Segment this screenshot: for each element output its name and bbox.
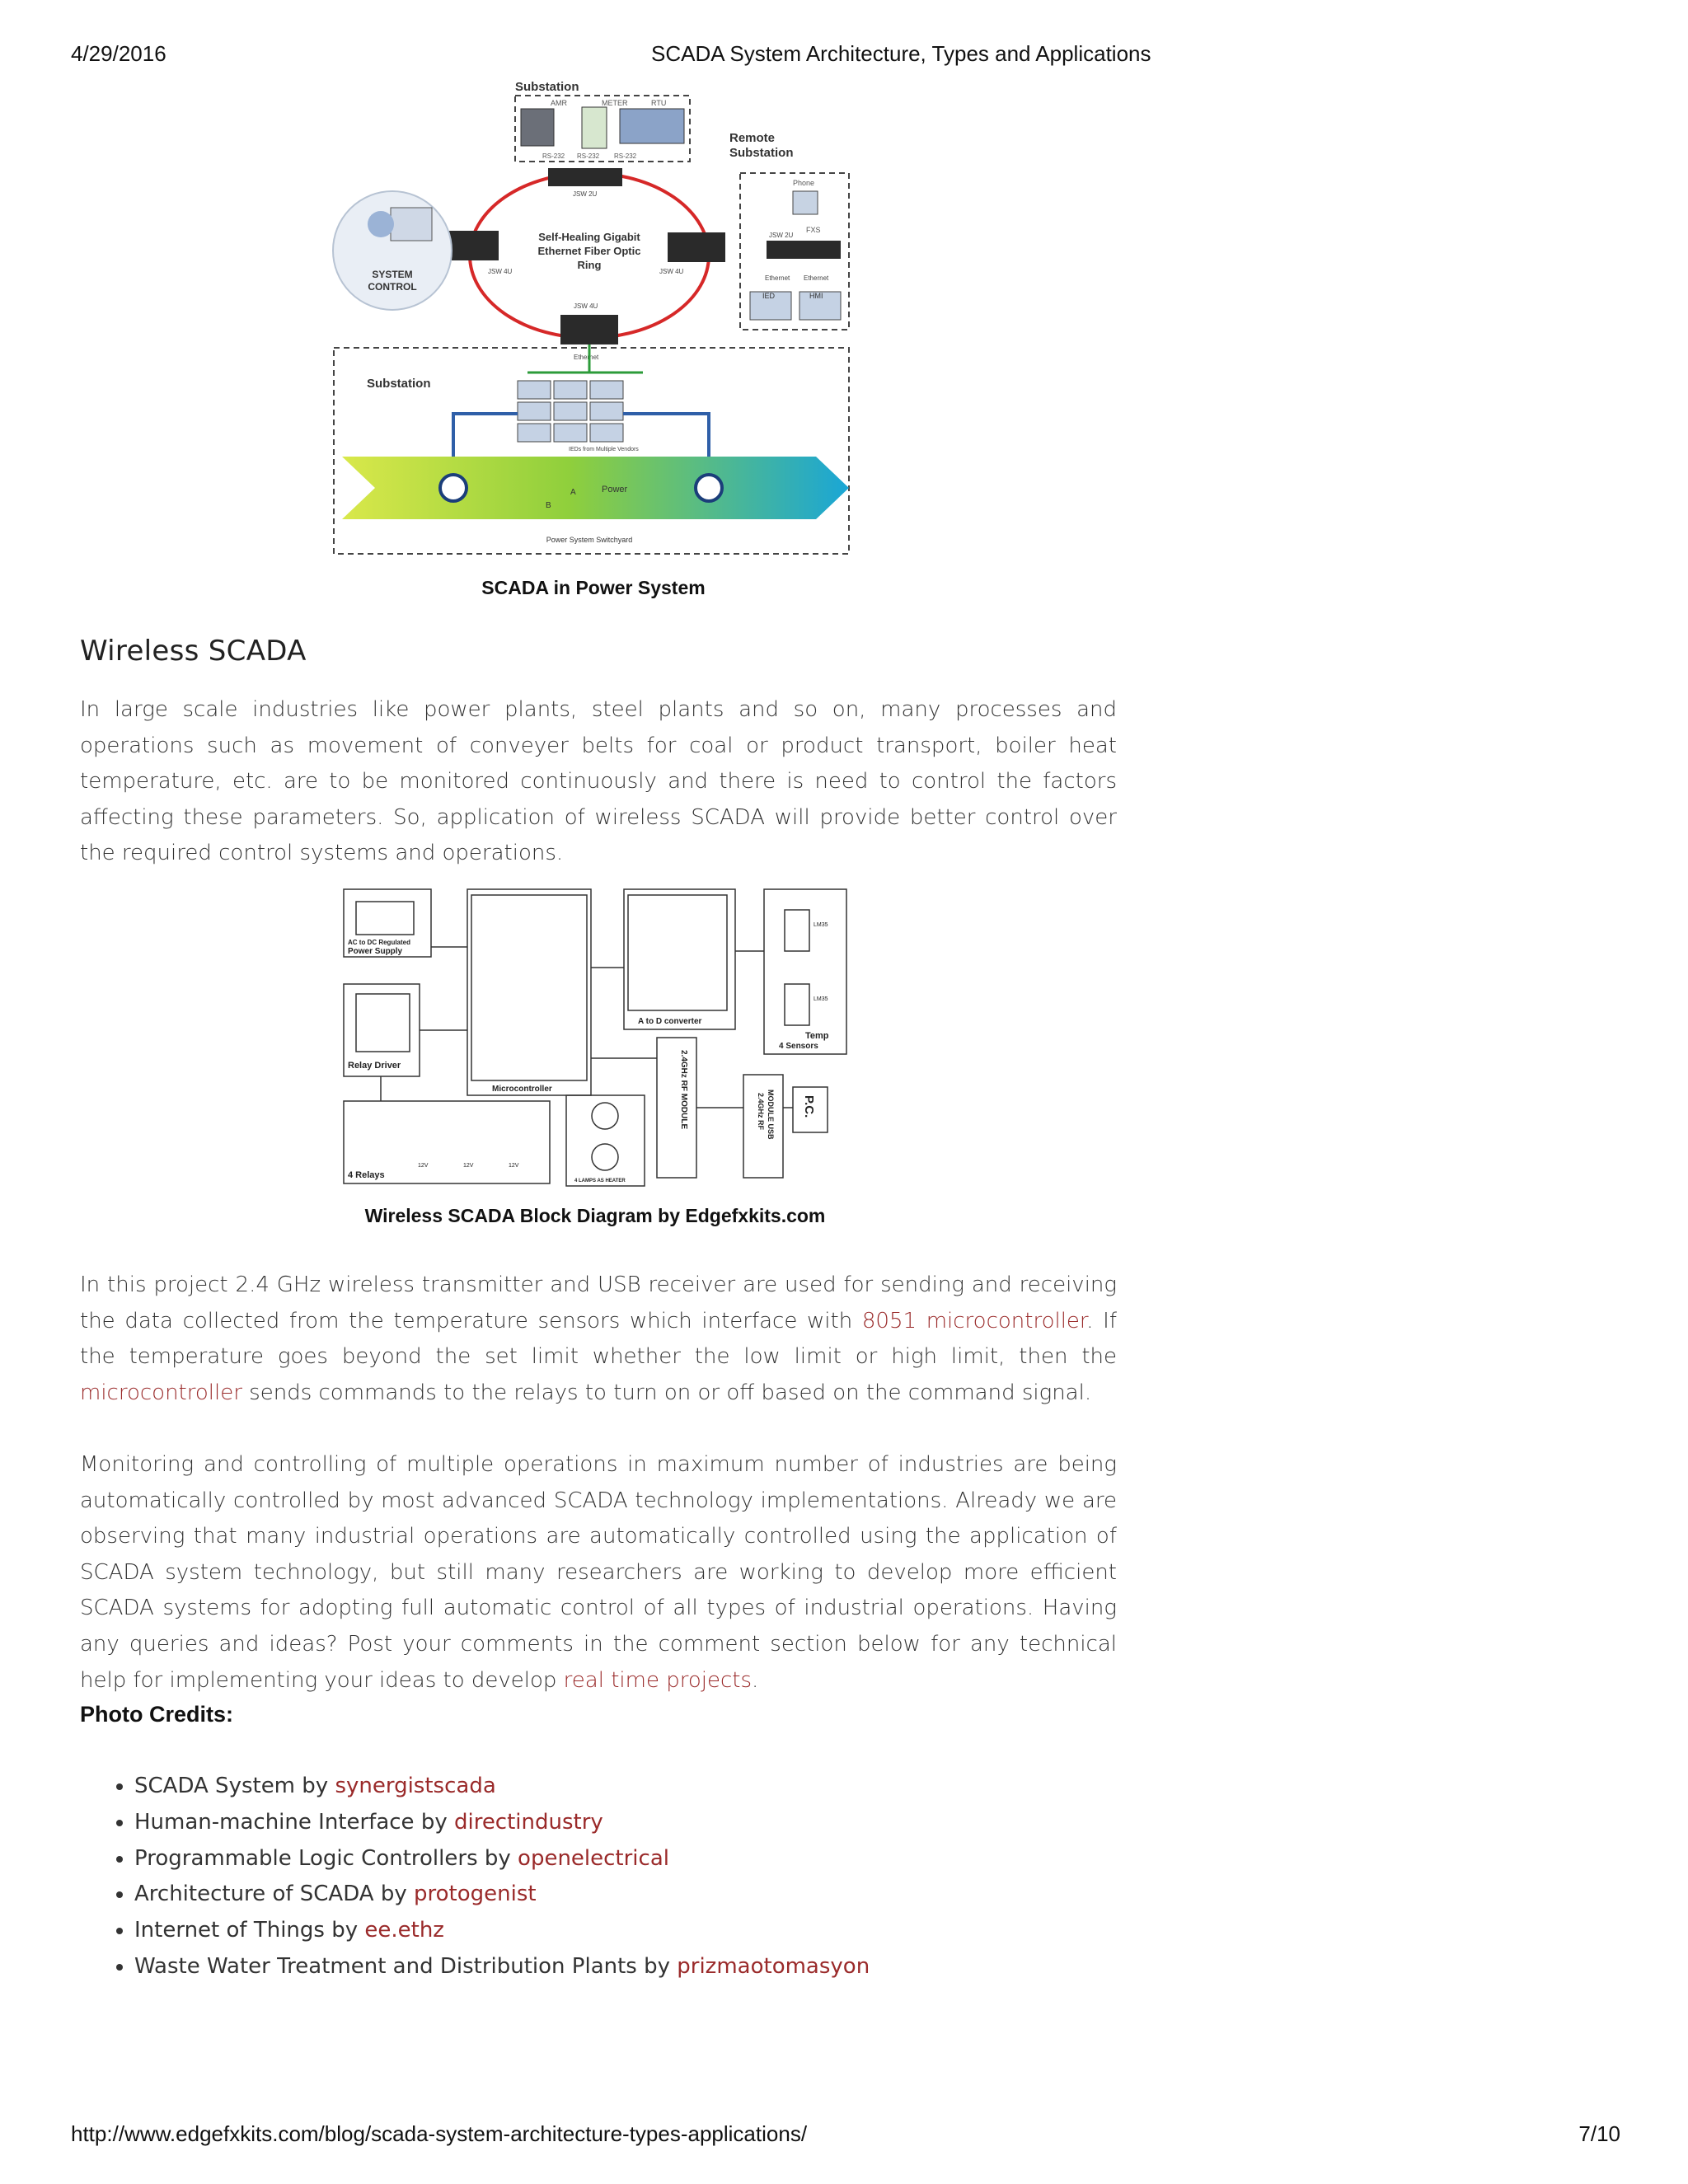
fig1-control-label: CONTROL xyxy=(368,281,417,293)
fig1-ied-5 xyxy=(554,402,587,420)
paragraph-1: In large scale industries like power plants, steel plants and so on, many processes and operations such as movement of conveyer belts for coal or product transport, boiler heat temperature, etc. are to be monitored continuously and there is need to control the factors affecting these parameters. So, application of wireless SCADA will provide better control over the required control systems and operations. xyxy=(80,697,1117,866)
fig1-power-label: Power xyxy=(602,485,628,494)
fig1-rs232-b: RS-232 xyxy=(577,152,600,160)
para2-text-2: . If the temperature goes beyond the set limit whether the low limit or high limit, then the xyxy=(80,1308,1118,1370)
fig1-remote-ied-label: IED xyxy=(762,292,776,300)
credit-text: Internet of Things by xyxy=(134,1918,365,1943)
fig2-lamps-box xyxy=(566,1095,645,1186)
fig2-lm35-label-1: LM35 xyxy=(814,922,828,928)
fig2-rf-module-box xyxy=(657,1038,696,1178)
fig2-lm35-2 xyxy=(785,984,809,1025)
page-number: 7/10 xyxy=(1578,2121,1620,2146)
fig1-switchyard-label: Power System Switchyard xyxy=(546,536,633,544)
fig1-ied-8 xyxy=(554,424,587,442)
fig2-relay-driver-label: Relay Driver xyxy=(348,1061,401,1071)
fig2-power-supply-label-2: Power Supply xyxy=(348,947,403,956)
fig1-user-icon xyxy=(368,211,394,237)
fig2-temp-label: Temp xyxy=(805,1031,829,1041)
print-date: 4/29/2016 xyxy=(71,41,166,66)
fig1-ied-4 xyxy=(518,402,551,420)
credit-link-prizmaotomasyon[interactable]: prizmaotomasyon xyxy=(677,1953,870,1979)
fig2-sensors-label: 4 Sensors xyxy=(779,1042,818,1051)
fig1-phase-a: A xyxy=(570,488,576,497)
credit-text: Programmable Logic Controllers by xyxy=(134,1845,518,1871)
link-microcontroller[interactable]: microcontroller xyxy=(80,1380,242,1405)
fig1-phase-b: B xyxy=(546,501,551,510)
paragraph-3 xyxy=(80,1447,1117,1699)
fig1-substation-bottom-label: Substation xyxy=(367,377,431,391)
print-url: http://www.edgefxkits.com/blog/scada-system-architecture-types-applications/ xyxy=(71,2121,808,2146)
print-title: SCADA System Architecture, Types and Applications xyxy=(651,41,1151,66)
fig1-meter-device xyxy=(582,107,607,148)
fig1-jsw4u-left-label: JSW 4U xyxy=(488,268,513,275)
section-title: Wireless SCADA xyxy=(80,635,307,668)
fig1-rtu-device xyxy=(620,109,684,143)
fig1-ieds-multi-label: IEDs from Multiple Vendors xyxy=(569,447,639,452)
paragraph-2 xyxy=(80,1268,1117,1411)
para3-text-2: . xyxy=(752,1667,759,1693)
fig1-remote-jsw2u xyxy=(767,241,841,259)
link-8051-microcontroller[interactable]: 8051 microcontroller xyxy=(861,1308,1087,1333)
fig1-jsw4u-right xyxy=(668,232,725,262)
credit-item xyxy=(134,1805,870,1841)
photo-credits-title: Photo Credits: xyxy=(80,1702,233,1727)
credit-item xyxy=(134,1769,870,1805)
fig2-regulator-box xyxy=(356,902,414,935)
fig2-temp-sensor-box xyxy=(764,889,846,1054)
fig1-amr-device xyxy=(521,109,554,146)
fig1-remote-hmi-label: HMI xyxy=(809,292,823,300)
para2-text-3: sends commands to the relays to turn on or off based on the command signal. xyxy=(241,1380,1092,1405)
fig1-jsw2u-label: JSW 2U xyxy=(573,190,598,198)
credit-item xyxy=(134,1877,870,1913)
credit-link-directindustry[interactable]: directindustry xyxy=(453,1809,603,1835)
fig2-pc-label: P.C. xyxy=(802,1095,816,1118)
fig1-substation-top-label: Substation xyxy=(515,80,579,94)
fig1-phone-device xyxy=(793,191,818,214)
credit-link-synergistscada[interactable]: synergistscada xyxy=(335,1774,496,1798)
fig1-rtu-label: RTU xyxy=(651,99,667,107)
fig1-meter-label: METER xyxy=(602,99,628,107)
fig1-ring-label-2: Ethernet Fiber Optic xyxy=(537,245,641,257)
fig2-adc-label: A to D converter xyxy=(638,1017,702,1026)
fig1-rs232-c: RS-232 xyxy=(614,152,637,160)
credit-text: Architecture of SCADA by xyxy=(134,1882,414,1907)
fig1-jsw4u-bottom-label: JSW 4U xyxy=(574,302,598,310)
fig2-lamp-1 xyxy=(592,1103,618,1129)
para2-text-1: In this project 2.4 GHz wireless transmitter and USB receiver are used for sending and receiving the data collected from the temperature sensors which interface with xyxy=(80,1272,1117,1333)
fig2-lamps-label: 4 LAMPS AS HEATER xyxy=(574,1179,626,1183)
fig2-adc-box xyxy=(624,889,735,1029)
fig2-12v-c: 12V xyxy=(509,1163,519,1169)
fig1-ring-label-1: Self-Healing Gigabit xyxy=(538,231,640,243)
link-real-time-projects[interactable]: real time projects xyxy=(563,1667,752,1693)
credit-text: SCADA System by xyxy=(134,1774,335,1798)
credit-item xyxy=(134,1949,870,1985)
fig1-jsw2u-switch xyxy=(548,168,622,186)
fig1-ied-7 xyxy=(518,424,551,442)
fig2-microcontroller-label: Microcontroller xyxy=(492,1085,552,1094)
figure2-caption: Wireless SCADA Block Diagram by Edgefxkits.com xyxy=(364,1205,826,1226)
fig2-usb-module-label-1: 2.4GHz RF xyxy=(757,1093,765,1131)
fig1-monitor-icon xyxy=(391,208,432,241)
fig1-jsw4u-right-label: JSW 4U xyxy=(659,268,684,275)
fig1-ethernet-label: Ethernet xyxy=(574,354,599,361)
scada-power-system-diagram xyxy=(330,76,857,562)
fig2-8051-ic xyxy=(471,895,587,1080)
credit-text: Human-machine Interface by xyxy=(134,1809,454,1835)
credit-item xyxy=(134,1841,870,1877)
fig1-remote-eth-a: Ethernet xyxy=(765,274,790,282)
fig1-amr-label: AMR xyxy=(551,99,567,107)
fig1-ied-6 xyxy=(590,402,623,420)
fig2-lm35-1 xyxy=(785,910,809,951)
fig1-rs232-a: RS-232 xyxy=(542,152,565,160)
fig2-rf-module-label: 2.4GHz RF MODULE xyxy=(679,1050,688,1130)
fig1-ied-3 xyxy=(590,381,623,399)
fig1-power-arrow xyxy=(342,457,849,519)
wireless-scada-block-diagram xyxy=(340,885,851,1190)
print-header xyxy=(71,41,1620,74)
fig1-system-label: SYSTEM xyxy=(372,269,413,280)
fig1-fxs-label: FXS xyxy=(806,226,821,234)
fig1-remote-label-2: Substation xyxy=(729,146,794,160)
figure1-caption: SCADA in Power System xyxy=(481,577,706,598)
fig2-lamp-2 xyxy=(592,1144,618,1170)
fig1-ied-2 xyxy=(554,381,587,399)
fig2-12v-b: 12V xyxy=(463,1163,474,1169)
fig2-uln-ic xyxy=(356,994,410,1052)
fig1-remote-label-1: Remote xyxy=(729,131,776,145)
photo-credits-list xyxy=(80,1769,870,1985)
fig1-remote-jsw2u-label: JSW 2U xyxy=(769,232,794,239)
credit-item xyxy=(134,1913,870,1949)
fig1-ied-9 xyxy=(590,424,623,442)
para3-text-1: Monitoring and controlling of multiple operations in maximum number of industries are being automatically controlled by most advanced SCADA technology implementations. Already we are observing that many industrial operations are automatically controlled using the application of SCADA system technology, but still many researchers are working to develop more efficient SCADA systems for adopting full automatic control of all types of industrial operations. Having any queries and ideas? Post your comments in the comment section below for any technical help for implementing your ideas to develop xyxy=(80,1452,1117,1693)
fig1-ied-1 xyxy=(518,381,551,399)
fig1-breaker-right xyxy=(696,475,722,501)
fig2-microcontroller-box xyxy=(467,889,591,1095)
credit-link-protogenist[interactable]: protogenist xyxy=(413,1882,537,1907)
fig1-phone-label: Phone xyxy=(793,179,815,187)
fig2-adc-ic xyxy=(628,895,727,1010)
fig2-lm35-label-2: LM35 xyxy=(814,996,828,1002)
credit-text: Waste Water Treatment and Distribution Plants by xyxy=(134,1953,678,1979)
fig2-12v-a: 12V xyxy=(418,1163,429,1169)
fig2-relays-label: 4 Relays xyxy=(348,1170,385,1180)
fig2-power-supply-label-1: AC to DC Regulated xyxy=(348,939,410,946)
fig1-breaker-left xyxy=(440,475,467,501)
credit-link-openelectrical[interactable]: openelectrical xyxy=(518,1845,669,1871)
fig1-ring-label-3: Ring xyxy=(577,259,602,271)
fig1-remote-eth-b: Ethernet xyxy=(804,274,829,282)
credit-link-ee-ethz[interactable]: ee.ethz xyxy=(364,1918,444,1943)
fig2-usb-module-label-2: MODULE USB xyxy=(767,1090,775,1140)
fig1-jsw4u-bottom xyxy=(560,315,618,344)
